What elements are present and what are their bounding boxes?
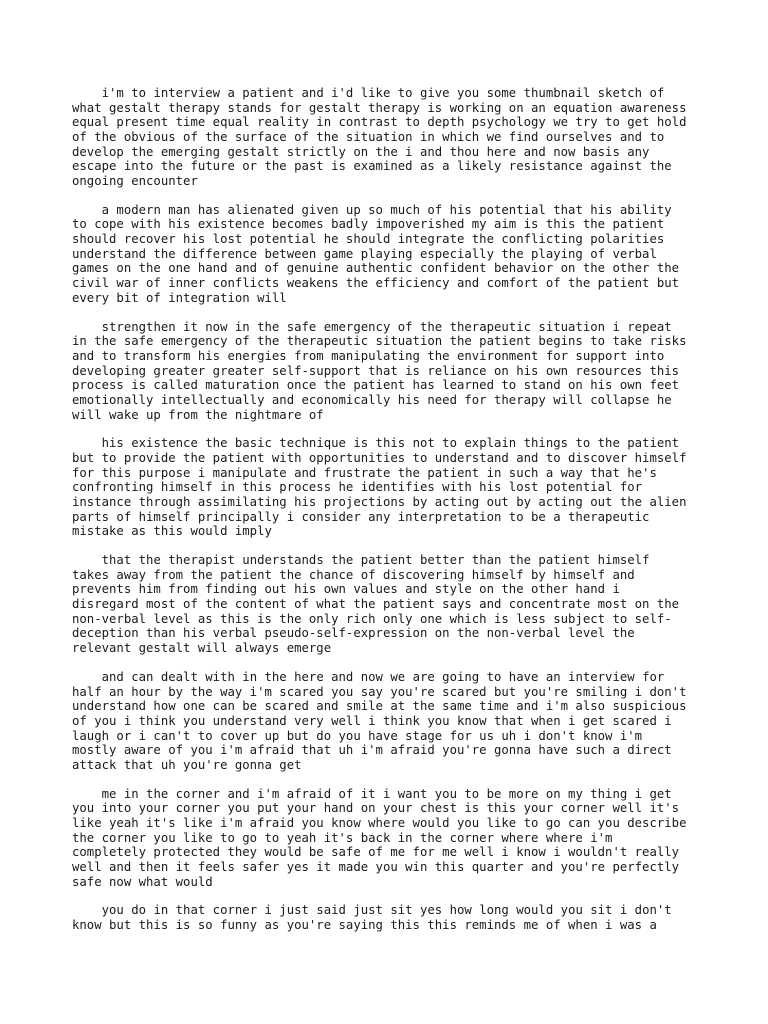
transcript-page [72, 86, 712, 947]
transcript-paragraph-4: his existence the basic technique is this not to explain things to the patient but to provide the patient with opportunities to understand and to discover himself for this purpose i manipulate and frustrate the patient in such a way that he's confronting himself in this process he identifies with his lost potential for instance through assimilating his projections by acting out by acting out the alien parts of himself principally i consider any interpretation to be a therapeutic mistake as this would imply [72, 436, 687, 539]
transcript-paragraph-5: that the therapist understands the patient better than the patient himself takes away from the patient the chance of discovering himself by himself and prevents him from finding out his own values and style on the other hand i disregard most of the content of what the patient says and concentrate most on the non-verbal level as this is the only rich only one which is less subject to self- deception than his verbal pseudo-self-expression on the non-verbal level the relevant gestalt will always emerge [72, 553, 680, 656]
transcript-paragraph-3: strengthen it now in the safe emergency of the therapeutic situation i repeat in the safe emergency of the therapeutic situation the patient begins to take risks and to transform his energies from manipulating the environment for support into developing greater greater self-support that is reliance on his own resources this process is called maturation once the patient has learned to stand on his own feet emotionally intellectually and economically his need for therapy will collapse he will wake up from the nightmare of [72, 319, 687, 422]
transcript-paragraph-7: me in the corner and i'm afraid of it i want you to be more on my thing i get you into your corner you put your hand on your chest is this your corner well it's like yeah it's like i'm afraid you know where would you like to go can you describe the corner you like to go to yeah it's back in the corner where where i'm completely protected they would be safe of me for me well i know i wouldn't really well and then it feels safer yes it made you win this quarter and you're perfectly safe now what would [72, 786, 687, 889]
transcript-paragraph-6: and can dealt with in the here and now we are going to have an interview for half an hour by the way i'm scared you say you're scared but you're smiling i don't understand how one can be scared and smile at the same time and i'm also suspicious of you i think you understand very well i think you know that when i get scared i laugh or i can't to cover up but do you have stage for us uh i don't know i'm mostly aware of you i'm afraid that uh i'm afraid you're gonna have such a direct attack that uh you're gonna get [72, 669, 687, 772]
transcript-paragraph-2: a modern man has alienated given up so much of his potential that his ability to cope with his existence becomes badly impoverished my aim is this the patient should recover his lost potential he should integrate the conflicting polarities understand the difference between game playing especially the playing of verbal games on the one hand and of genuine authentic confident behavior on the other the civil war of inner conflicts weakens the efficiency and comfort of the patient but every bit of integration will [72, 202, 680, 305]
transcript-paragraph-1: i'm to interview a patient and i'd like to give you some thumbnail sketch of what gestalt therapy stands for gestalt therapy is working on an equation awareness equal present time equal reality in contrast to depth psychology we try to get hold of the obvious of the surface of the situation in which we find ourselves and to develop the emerging gestalt strictly on the i and thou here and now basis any escape into the future or the past is examined as a likely resistance against the ongoing encounter [72, 86, 687, 188]
transcript-paragraph-8: you do in that corner i just said just sit yes how long would you sit i don't know but this is so funny as you're saying this this reminds me of when i was a [72, 903, 672, 933]
